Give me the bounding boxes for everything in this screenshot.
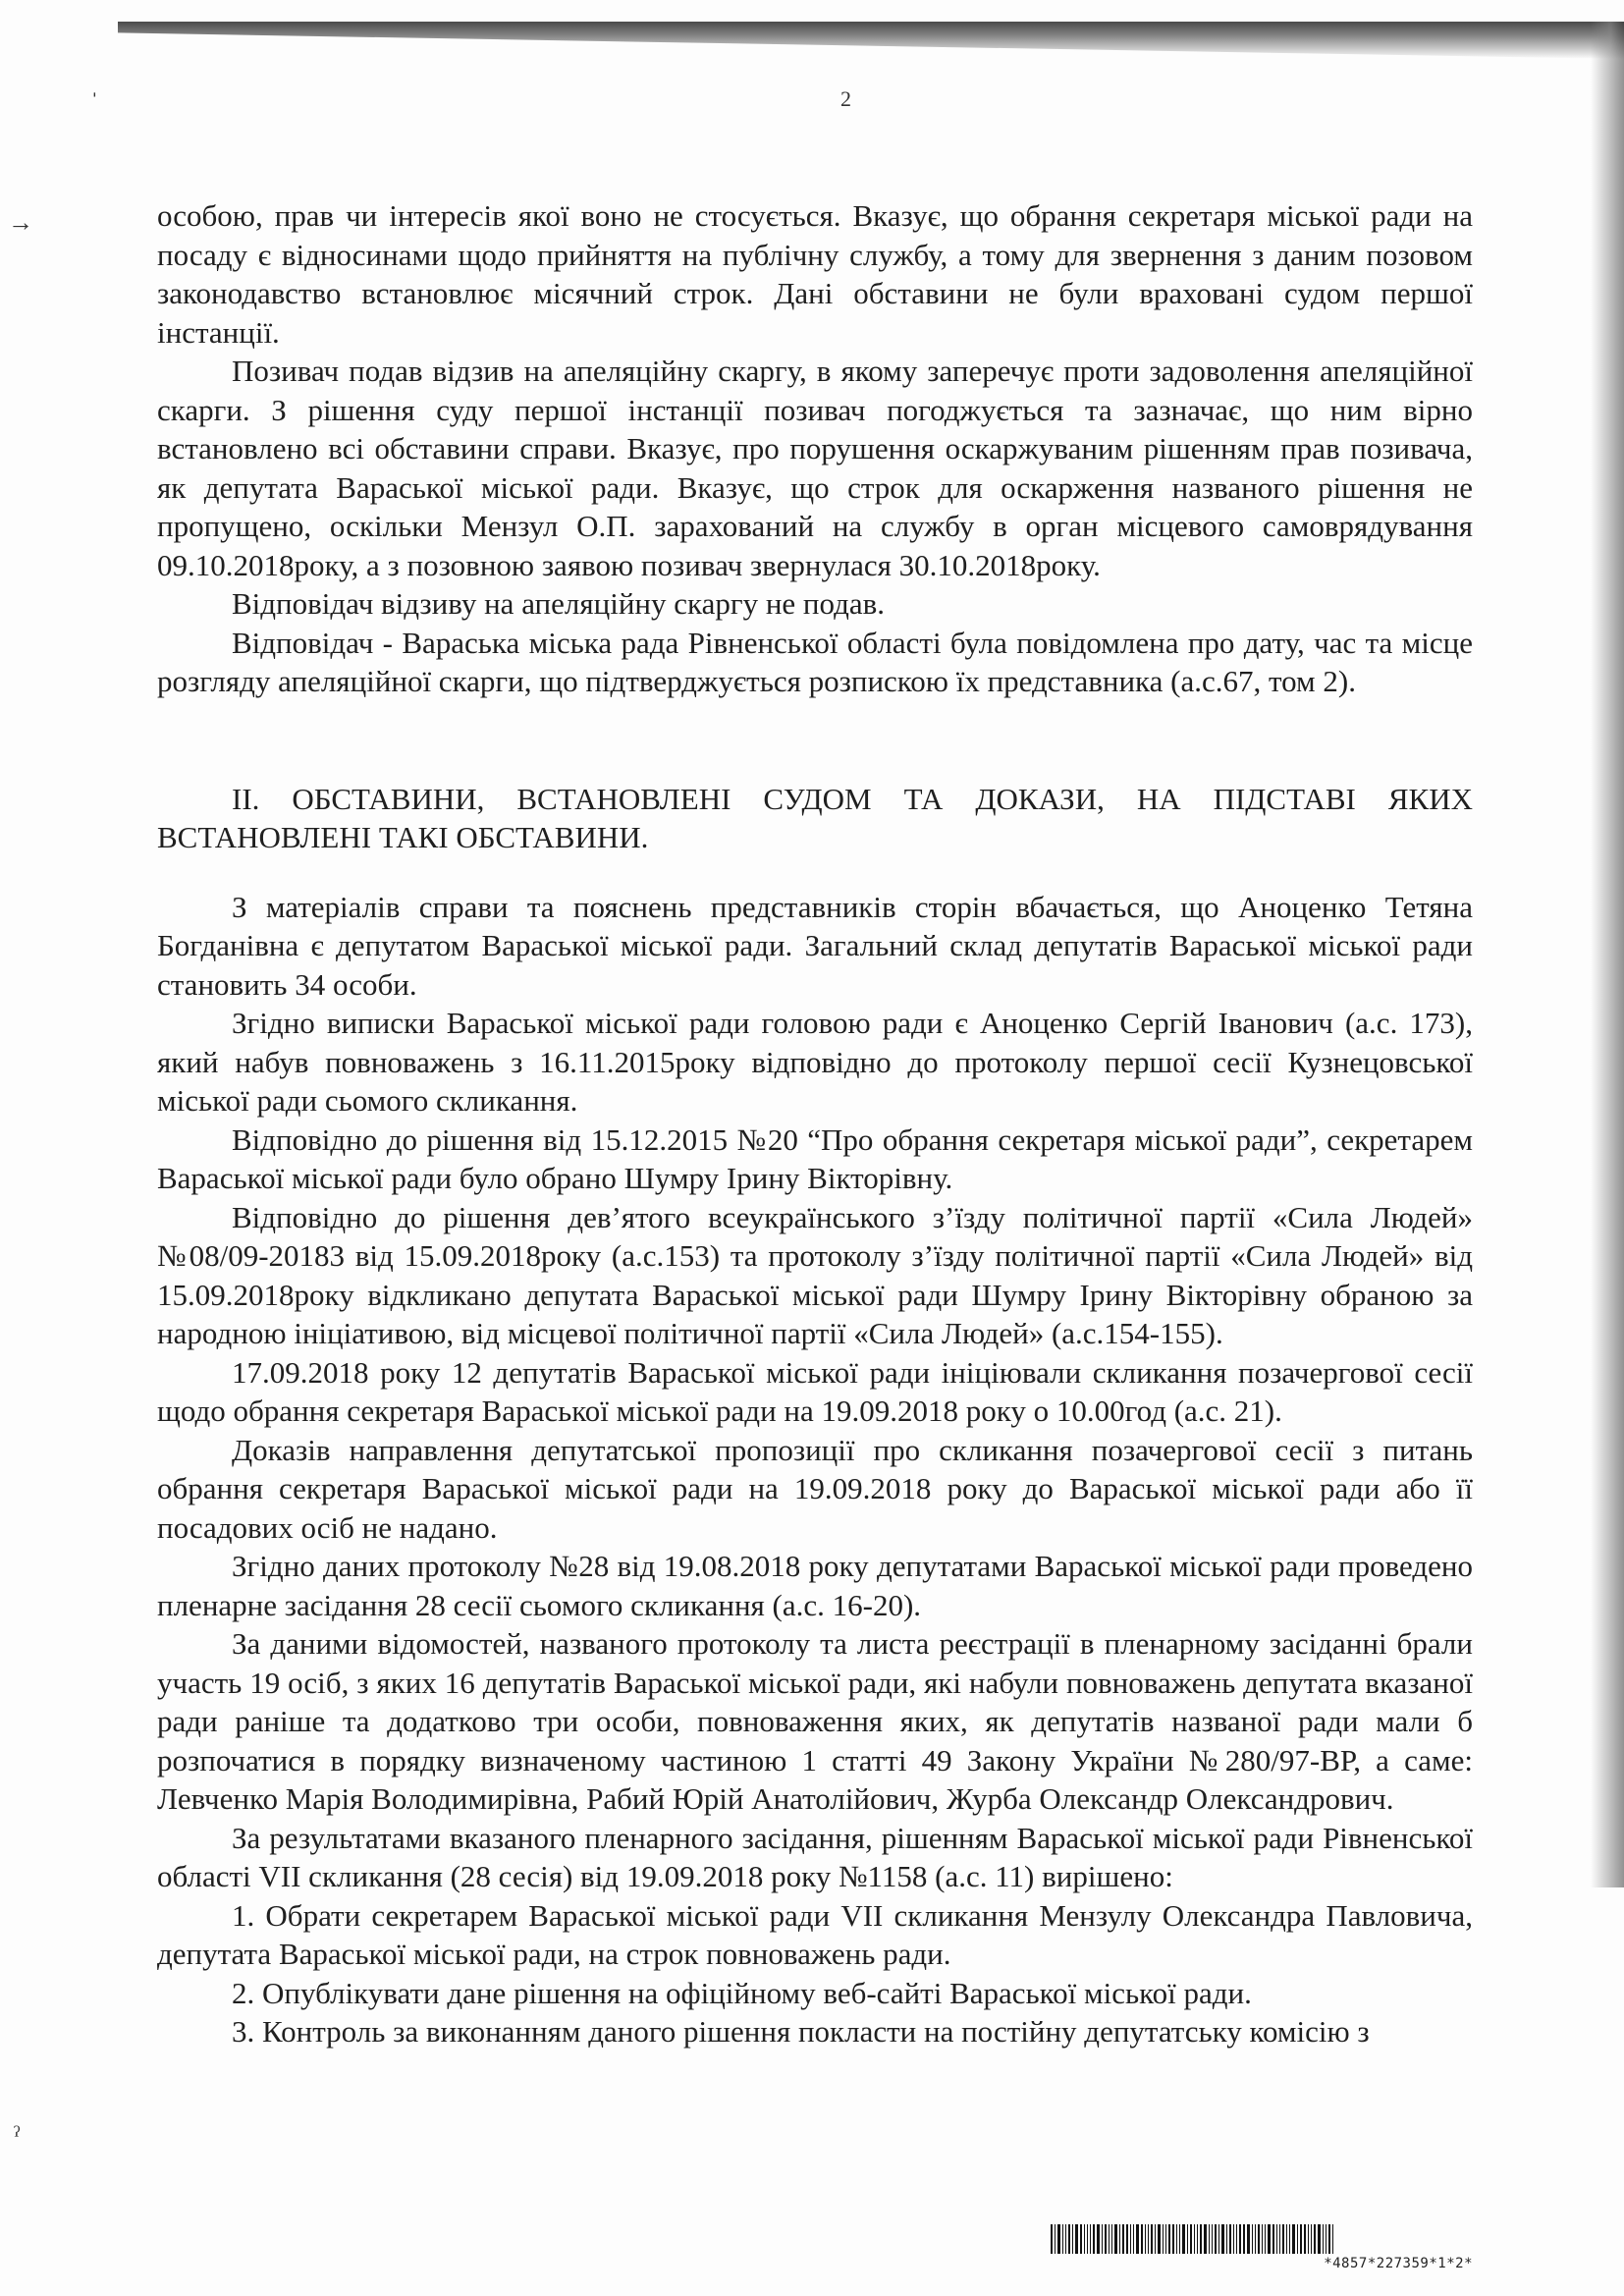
barcode-bar [1072,2224,1073,2254]
barcode-bar [1090,2224,1091,2254]
scan-speck: → [8,208,33,237]
barcode-bar [1155,2224,1156,2254]
barcode-bar [1158,2224,1161,2254]
barcode-bar [1109,2224,1110,2254]
scan-speck: ˀ [14,2121,21,2150]
barcode-bar [1133,2224,1134,2254]
barcode-bar [1145,2224,1146,2254]
barcode-bar [1258,2224,1260,2254]
barcode-bar [1065,2224,1066,2254]
barcode-bar [1332,2224,1333,2254]
barcode-bar [1130,2224,1131,2254]
barcode-bar [1182,2224,1185,2254]
barcode-bar [1062,2224,1063,2254]
document-body [157,196,1473,2051]
section-heading: II. ОБСТАВИНИ, ВСТАНОВЛЕНІ СУДОМ ТА ДОКАЗИ, НА ПІДСТАВІ ЯКИХ ВСТАНОВЛЕНІ ТАКІ ОБСТАВИНИ. [157,781,1473,854]
barcode-bar [1255,2224,1256,2254]
paragraph: Згідно даних протоколу №28 від 19.08.2018 року депутатами Вараської міської ради проведено пленарне засідання 28 сесії сьомого скликання (а.с. 16-20). [157,1549,1473,1622]
barcode-bar [1268,2224,1271,2254]
barcode-bar [1068,2224,1070,2254]
barcode-bar [1051,2224,1053,2254]
paragraph: Відповідно до рішення дев’ятого всеукраїнського з’їзду політичної партії «Сила Людей» №08/09-20183 від 15.09.2018року (а.с.153) та протоколу з’їзду політичної партії «Сила Людей» від 15.09.2018року відкликано депутата Вараської міської ради Шумру Ірину Вікторівну обраною за народною ініціативою, від місцевої політичної партії «Сила Людей» (а.с.154-155). [157,1199,1473,1350]
paragraph: Доказів направлення депутатської пропозиції про скликання позачергової сесії з питань обрання секретаря Вараської міської ради на 19.09.2018 року до Вараської міської ради або її посадових осіб не надано. [157,1432,1473,1545]
barcode-bar [1221,2224,1224,2254]
barcode-bar [1075,2224,1078,2254]
paragraph: Відповідно до рішення від 15.12.2015 №20 “Про обрання секретаря міської ради”, секретарем Вараської міської ради було обрано Шумру Ірину Вікторівну. [157,1121,1473,1195]
list-item: 2. Опублікувати дане рішення на офіційному веб-сайті Вараської міської ради. [232,1975,1252,2010]
barcode-bar [1247,2224,1250,2254]
paragraph: 17.09.2018 року 12 депутатів Вараської міської ради ініціювали скликання позачергової сесії щодо обрання секретаря Вараської міської ради на 19.09.2018 року о 10.00год (а.с. 21). [157,1354,1473,1428]
barcode-bar [1097,2224,1100,2254]
barcode-bar [1168,2224,1170,2254]
barcode-bar [1311,2224,1312,2254]
barcode-bar [1176,2224,1177,2254]
barcode-bar [1190,2224,1192,2254]
barcode-bar [1314,2224,1316,2254]
barcode-bar [1252,2224,1253,2254]
barcode-bar [1209,2224,1210,2254]
barcode-bar [1289,2224,1290,2254]
list-item: 3. Контроль за виконанням даного рішення покласти на постійну депутатську комісію з [232,2014,1370,2049]
barcode-bar [1119,2224,1120,2254]
barcode-bar [1163,2224,1164,2254]
page-number: 2 [840,86,851,111]
barcode-bar [1229,2224,1231,2254]
barcode-bar [1179,2224,1180,2254]
barcode-bar [1323,2224,1324,2254]
barcode-bar [1212,2224,1213,2254]
barcode-bar [1279,2224,1280,2254]
barcode-bar [1080,2224,1082,2254]
barcode-bar [1318,2224,1321,2254]
barcode-bar [1122,2224,1124,2254]
barcode-bar [1292,2224,1295,2254]
barcode-bar [1236,2224,1237,2254]
barcode-bar [1165,2224,1166,2254]
barcode-bar [1226,2224,1227,2254]
paragraph: Згідно виписки Вараської міської ради головою ради є Аноценко Сергій Іванович (а.с. 173), який набув повноважень з 16.11.2015року відповідно до протоколу першої сесії Кузнецовської міської ради сьомого скликання. [157,1006,1473,1118]
barcode-bar [1187,2224,1188,2254]
barcode-bar [1304,2224,1306,2254]
barcode-bar [1239,2224,1241,2254]
barcode-bar [1172,2224,1174,2254]
barcode-bar [1141,2224,1143,2254]
barcode-number: *4857*227359*1*2* [1324,2256,1473,2271]
barcode-bar [1300,2224,1302,2254]
barcode-bar [1204,2224,1207,2254]
scan-shadow-right [1591,22,1624,1887]
barcode-bar [1114,2224,1117,2254]
barcode-bar [1194,2224,1195,2254]
barcode-bar [1126,2224,1128,2254]
scan-shadow-top [118,22,1624,59]
barcode-bar [1265,2224,1266,2254]
barcode-bar [1111,2224,1112,2254]
barcode-bar [1093,2224,1095,2254]
barcode-bar [1218,2224,1219,2254]
barcode-bar [1148,2224,1149,2254]
barcode-bar [1308,2224,1309,2254]
barcode-bar [1282,2224,1284,2254]
paragraph: За результатами вказаного пленарного засідання, рішенням Вараської міської ради Рівненської області VII скликання (28 сесія) від 19.09.2018 року №1158 (а.с. 11) вирішено: [157,1820,1473,1893]
barcode-bar [1102,2224,1103,2254]
barcode-bar [1057,2224,1060,2254]
paragraph: З матеріалів справи та пояснень представників сторін вбачається, що Аноценко Тетяна Богданівна є депутатом Вараської міської ради. Загальний склад депутатів Вараської міської ради становить 34 особи. [157,889,1473,1002]
barcode-bar [1276,2224,1277,2254]
barcode-bar [1087,2224,1088,2254]
barcode-bar [1262,2224,1263,2254]
barcode-bar [1055,2224,1056,2254]
barcode-bar [1286,2224,1287,2254]
paragraph: Позивач подав відзив на апеляційну скаргу, в якому заперечує проти задоволення апеляційної скарги. З рішення суду першої інстанції позивач погоджується та зазначає, що ним вірно встановлено всі обставини справи. Вказує, про порушення оскаржуваним рішенням прав позивача, як депутата Вараської міської ради. Вказує, що строк для оскарження названого рішення не пропущено, оскільки Мензул О.П. зарахований на службу в орган місцевого самоврядування 09.10.2018року, а з позовною заявою позивач звернулася 30.10.2018року. [157,354,1473,582]
barcode-bar [1151,2224,1153,2254]
barcode-bar [1200,2224,1202,2254]
scan-speck: ˌ [90,69,99,97]
barcode-bar [1084,2224,1085,2254]
paragraph: особою, прав чи інтересів якої воно не стосується. Вказує, що обрання секретаря міської ради на посаду є відносинами щодо прийняття на публічну службу, а тому для звернення з даним позовом законодавство встановлює місячний строк. Дані обставини не були враховані судом першої інстанції. [157,198,1473,350]
barcode-bar [1105,2224,1107,2254]
barcode-bar [1233,2224,1234,2254]
barcode-bar [1328,2224,1330,2254]
list-item: 1. Обрати секретарем Вараської міської ради VII скликання Мензулу Олександра Павловича, депутата Вараської міської ради, на строк повноважень ради. [157,1897,1473,1971]
paragraph: Відповідач відзиву на апеляційну скаргу не подав. [232,586,886,621]
barcode-bar [1243,2224,1245,2254]
barcode [1051,2224,1483,2271]
paragraph: Відповідач - Вараська міська рада Рівненської області була повідомлена про дату, час та місце розгляду апеляційної скарги, що підтверджується розпискою їх представника (а.с.67, том 2). [157,625,1473,698]
barcode-bar [1215,2224,1217,2254]
barcode-bar [1136,2224,1139,2254]
barcode-bar [1272,2224,1274,2254]
barcode-bars [1051,2224,1483,2254]
barcode-bar [1297,2224,1298,2254]
barcode-bar [1197,2224,1198,2254]
paragraph: За даними відомостей, названого протоколу та листа реєстрації в пленарному засіданні брали участь 19 осіб, з яких 16 депутатів Вараської міської ради, які набули повноважень депутата вказаної ради раніше та додатково три особи, повноваження яких, як депутатів названої ради мали б розпочатися в порядку визначеному частиною 1 статті 49 Закону України №280/97-ВР, а саме: Левченко Марія Володимирівна, Рабий Юрій Анатолійович, Журба Олександр Олександрович. [157,1626,1473,1816]
